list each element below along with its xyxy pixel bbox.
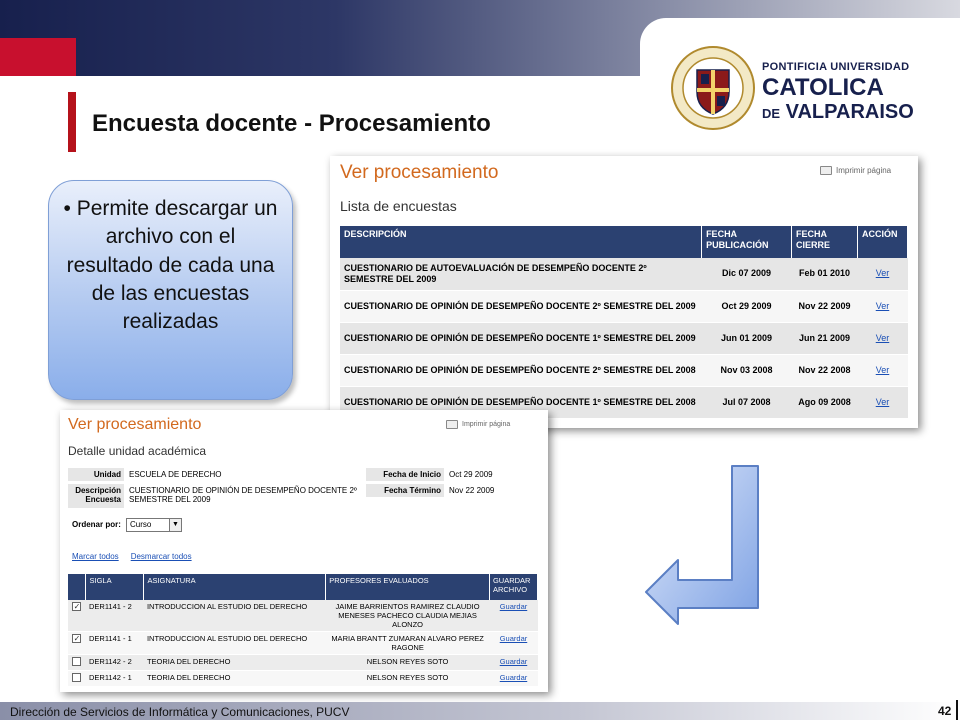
fecha-inicio-label: Fecha de Inicio	[366, 468, 444, 481]
table-header-row	[68, 574, 538, 600]
row-checkbox[interactable]: ✓	[73, 602, 81, 611]
row-asignatura: TEORIA DEL DERECHO	[144, 671, 326, 687]
ver-link[interactable]: Ver	[875, 332, 890, 343]
col-header-asignatura: ASIGNATURA	[144, 574, 326, 600]
row-description: CUESTIONARIO DE OPINIÓN DE DESEMPEÑO DOCENTE 2º SEMESTRE DEL 2009	[340, 290, 702, 322]
ver-link[interactable]: Ver	[875, 268, 890, 279]
table-row	[340, 354, 908, 386]
table-row	[68, 655, 538, 671]
university-name-line1: PONTIFICIA UNIVERSIDAD	[762, 61, 910, 73]
table-header-row	[340, 226, 908, 258]
print-page-link[interactable]	[446, 420, 510, 429]
detail-screen-subtitle: Detalle unidad académica	[68, 444, 207, 458]
row-checkbox[interactable]	[72, 657, 81, 666]
footer-text: Dirección de Servicios de Informática y Comunicaciones, PUCV	[10, 705, 350, 719]
row-description: CUESTIONARIO DE OPINIÓN DE DESEMPEÑO DOCENTE 1º SEMESTRE DEL 2009	[340, 322, 702, 354]
table-row	[68, 632, 538, 655]
ver-link[interactable]: Ver	[875, 364, 890, 375]
col-header-checkbox	[68, 574, 86, 600]
row-checkbox[interactable]: ✓	[73, 634, 81, 643]
fecha-termino-value: Nov 22 2009	[449, 486, 495, 495]
list-screen-subtitle: Lista de encuestas	[340, 198, 457, 214]
printer-icon	[820, 166, 832, 175]
print-label: Imprimir página	[462, 421, 511, 428]
encuestas-table	[340, 226, 908, 419]
page-divider	[956, 700, 958, 720]
row-description: CUESTIONARIO DE OPINIÓN DE DESEMPEÑO DOCENTE 2º SEMESTRE DEL 2008	[340, 354, 702, 386]
ver-link[interactable]: Ver	[875, 300, 890, 311]
unidad-value: ESCUELA DE DERECHO	[129, 470, 222, 479]
guardar-link[interactable]: Guardar	[499, 634, 528, 643]
list-screen-title: Ver procesamiento	[340, 162, 499, 183]
row-asignatura: TEORIA DEL DERECHO	[144, 655, 326, 671]
row-fecha-cierre: Nov 22 2009	[792, 290, 858, 322]
slide-title: Encuesta docente - Procesamiento	[92, 110, 491, 137]
row-asignatura: INTRODUCCION AL ESTUDIO DEL DERECHO	[144, 632, 326, 655]
row-description: CUESTIONARIO DE OPINIÓN DE DESEMPEÑO DOCENTE 1º SEMESTRE DEL 2008	[340, 386, 702, 418]
row-sigla: DER1141 - 1	[86, 632, 144, 655]
university-name-line3	[762, 102, 914, 122]
row-fecha-publicacion: Dic 07 2009	[702, 258, 792, 290]
col-header-sigla: SIGLA	[86, 574, 144, 600]
print-page-link[interactable]	[820, 166, 891, 175]
university-name	[762, 62, 914, 122]
descripcion-label: Descripción Encuesta	[68, 484, 124, 508]
fecha-inicio-value: Oct 29 2009	[449, 470, 493, 479]
title-accent-bar	[68, 92, 76, 152]
col-header-profesores: PROFESORES EVALUADOS	[326, 574, 490, 600]
mark-all-link[interactable]: Marcar todos	[72, 552, 119, 561]
university-name-de: DE	[762, 106, 781, 121]
detail-screen-title: Ver procesamiento	[68, 416, 202, 433]
col-header-accion: ACCIÓN	[857, 226, 907, 258]
row-fecha-publicacion: Nov 03 2008	[702, 354, 792, 386]
order-by-select[interactable]	[126, 518, 182, 532]
row-sigla: DER1141 - 2	[86, 600, 144, 632]
fecha-termino-label: Fecha Término	[366, 484, 444, 497]
row-fecha-cierre: Jun 21 2009	[792, 322, 858, 354]
chevron-down-icon: ▼	[169, 519, 181, 531]
row-asignatura: INTRODUCCION AL ESTUDIO DEL DERECHO	[144, 600, 326, 632]
university-name-city: VALPARAISO	[785, 101, 914, 123]
printer-icon	[446, 420, 458, 429]
encuestas-list-screenshot	[330, 156, 918, 428]
row-fecha-cierre: Nov 22 2008	[792, 354, 858, 386]
row-fecha-publicacion: Jul 07 2008	[702, 386, 792, 418]
row-profesores: NELSON REYES SOTO	[326, 671, 490, 687]
row-description: CUESTIONARIO DE AUTOEVALUACIÓN DE DESEMPEÑO DOCENTE 2º SEMESTRE DEL 2009	[340, 258, 702, 290]
row-sigla: DER1142 - 1	[86, 671, 144, 687]
order-by-value: Curso	[130, 520, 152, 529]
row-profesores: NELSON REYES SOTO	[326, 655, 490, 671]
detalle-unidad-screenshot	[60, 410, 548, 692]
row-profesores: MARIA BRANTT ZUMARAN ALVARO PEREZ RAGONE	[326, 632, 490, 655]
unidad-label: Unidad	[68, 468, 124, 481]
callout-bubble	[48, 180, 293, 400]
row-fecha-publicacion: Oct 29 2009	[702, 290, 792, 322]
descripcion-value: CUESTIONARIO DE OPINIÓN DE DESEMPEÑO DOCENTE 2º SEMESTRE DEL 2009	[129, 486, 357, 504]
order-by-label: Ordenar por:	[72, 520, 121, 529]
guardar-link[interactable]: Guardar	[499, 602, 528, 611]
return-arrow-icon	[644, 462, 762, 626]
unmark-all-link[interactable]: Desmarcar todos	[130, 552, 192, 561]
col-header-fecha-cierre: FECHA CIERRE	[792, 226, 858, 258]
guardar-link[interactable]: Guardar	[499, 657, 528, 666]
col-header-guardar: GUARDAR ARCHIVO	[489, 574, 537, 600]
row-fecha-cierre: Ago 09 2008	[792, 386, 858, 418]
table-row	[340, 290, 908, 322]
table-row	[340, 322, 908, 354]
col-header-fecha-publicacion: FECHA PUBLICACIÓN	[702, 226, 792, 258]
guardar-link[interactable]: Guardar	[499, 673, 528, 682]
university-seal-logo	[670, 40, 756, 136]
ver-link[interactable]: Ver	[875, 396, 890, 407]
callout-text: • Permite descargar un archivo con el resultado de cada una de las encuestas realizadas	[63, 195, 278, 337]
university-name-line2: CATOLICA	[762, 74, 884, 101]
row-profesores: JAIME BARRIENTOS RAMIREZ CLAUDIO MENESES PACHECO CLAUDIA MEJIAS ALONZO	[326, 600, 490, 632]
row-fecha-publicacion: Jun 01 2009	[702, 322, 792, 354]
table-row	[68, 671, 538, 687]
table-row	[68, 600, 538, 632]
header-red-accent	[0, 38, 76, 76]
row-checkbox[interactable]	[72, 673, 81, 682]
print-label: Imprimir página	[836, 166, 892, 175]
row-fecha-cierre: Feb 01 2010	[792, 258, 858, 290]
asignaturas-table	[68, 574, 538, 687]
col-header-descripcion: DESCRIPCIÓN	[340, 226, 702, 258]
selection-links	[72, 552, 192, 561]
page-number: 42	[938, 704, 952, 718]
table-row	[340, 258, 908, 290]
row-sigla: DER1142 - 2	[86, 655, 144, 671]
